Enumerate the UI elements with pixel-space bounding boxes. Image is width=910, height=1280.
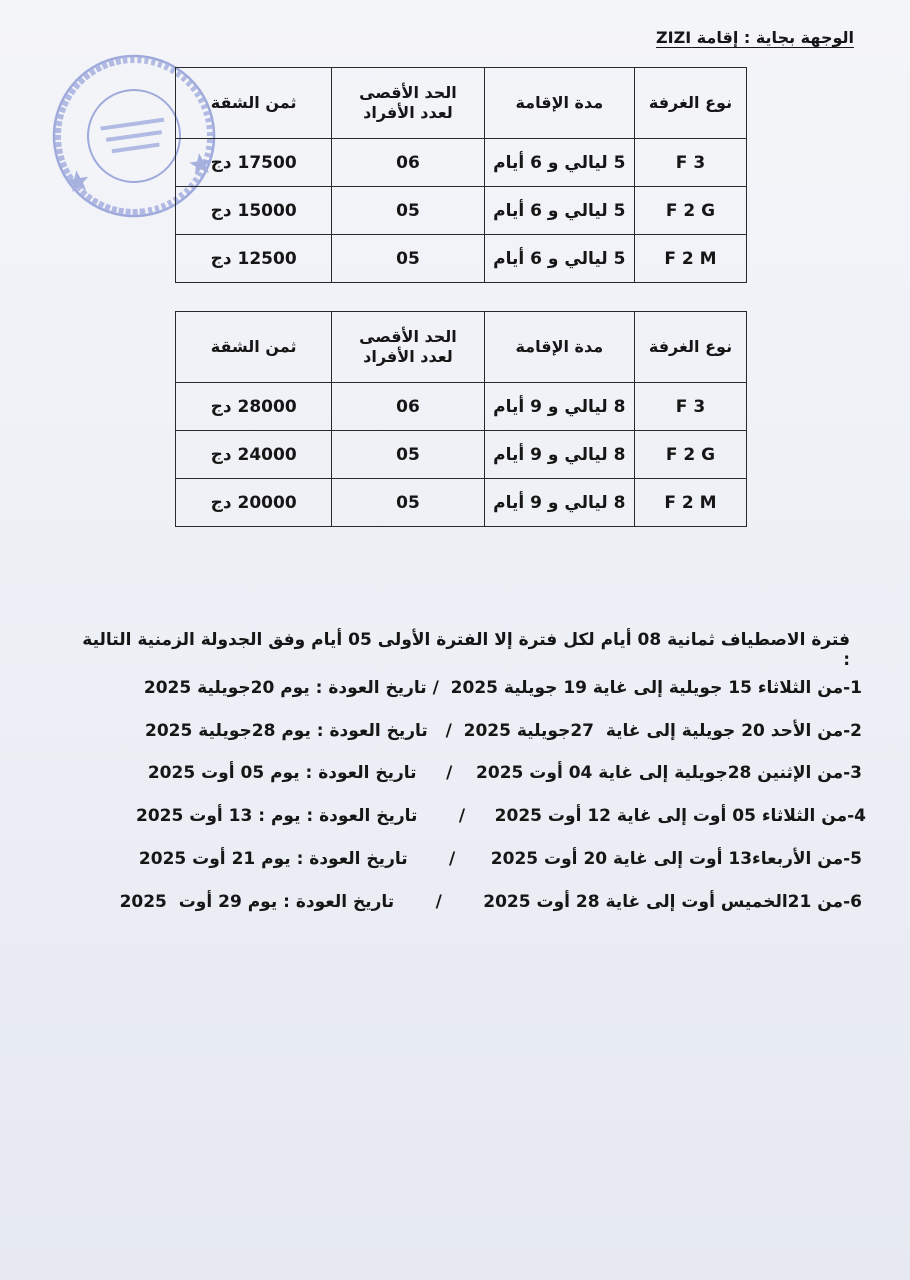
max-persons: 06 bbox=[332, 383, 484, 431]
table-row bbox=[176, 431, 747, 479]
price: 20000 دج bbox=[176, 479, 332, 527]
max-persons: 05 bbox=[332, 187, 484, 235]
duration: 5 ليالي و 6 أيام bbox=[484, 187, 634, 235]
header-price: ثمن الشقة bbox=[176, 312, 332, 383]
schedule-line-1: 1-من الثلاثاء 15 جويلية إلى غاية 19 جويلية 2025 / تاريخ العودة : يوم 20جويلية 2025 bbox=[143, 678, 862, 698]
table-header-row bbox=[176, 312, 747, 383]
rates-table-5-nights bbox=[175, 67, 747, 283]
max-persons: 05 bbox=[332, 431, 484, 479]
room-type: F 2 M bbox=[634, 479, 746, 527]
price: 15000 دج bbox=[176, 187, 332, 235]
price: 24000 دج bbox=[176, 431, 332, 479]
duration: 5 ليالي و 6 أيام bbox=[484, 235, 634, 283]
schedule-line-6: 6-من 21الخميس أوت إلى غاية 28 أوت 2025 / تاريخ العودة : يوم 29 أوت 2025 bbox=[119, 892, 862, 912]
max-persons: 06 bbox=[332, 139, 484, 187]
header-room-type: نوع الغرفة bbox=[634, 312, 746, 383]
schedule-line-4: 4-من الثلاثاء 05 أوت إلى غاية 12 أوت 2025 / تاريخ العودة : يوم : 13 أوت 2025 bbox=[136, 806, 866, 826]
schedule-line-5: 5-من الأربعاء13 أوت إلى غاية 20 أوت 2025 / تاريخ العودة : يوم 21 أوت 2025 bbox=[138, 849, 862, 869]
table-row bbox=[176, 139, 747, 187]
duration: 8 ليالي و 9 أيام bbox=[484, 479, 634, 527]
room-type: F 3 bbox=[634, 383, 746, 431]
max-persons: 05 bbox=[332, 235, 484, 283]
destination-heading: الوجهة بجاية : إقامة ZIZI bbox=[656, 28, 854, 47]
header-max-persons: الحد الأقصى لعدد الأفراد bbox=[332, 312, 484, 383]
price: 12500 دج bbox=[176, 235, 332, 283]
header-price: ثمن الشقة bbox=[176, 68, 332, 139]
table-row bbox=[176, 479, 747, 527]
table-row bbox=[176, 235, 747, 283]
table-row bbox=[176, 383, 747, 431]
header-duration: مدة الإقامة bbox=[484, 68, 634, 139]
rates-table-8-nights bbox=[175, 311, 747, 527]
table-row bbox=[176, 187, 747, 235]
header-room-type: نوع الغرفة bbox=[634, 68, 746, 139]
max-persons: 05 bbox=[332, 479, 484, 527]
header-duration: مدة الإقامة bbox=[484, 312, 634, 383]
header-max-persons: الحد الأقصى لعدد الأفراد bbox=[332, 68, 484, 139]
schedule-intro: فترة الاصطياف ثمانية 08 أيام لكل فترة إلا الفترة الأولى 05 أيام وفق الجدولة الزمنية التالية : bbox=[82, 630, 850, 670]
duration: 8 ليالي و 9 أيام bbox=[484, 431, 634, 479]
schedule-line-2: 2-من الأحد 20 جويلية إلى غاية 27جويلية 2025 / تاريخ العودة : يوم 28جويلية 2025 bbox=[145, 721, 862, 741]
price: 17500 دج bbox=[176, 139, 332, 187]
duration: 8 ليالي و 9 أيام bbox=[484, 383, 634, 431]
duration: 5 ليالي و 6 أيام bbox=[484, 139, 634, 187]
schedule-line-3: 3-من الإثنين 28جويلية إلى غاية 04 أوت 2025 / تاريخ العودة : يوم 05 أوت 2025 bbox=[147, 763, 862, 783]
room-type: F 2 M bbox=[634, 235, 746, 283]
room-type: F 2 G bbox=[634, 431, 746, 479]
table-header-row bbox=[176, 68, 747, 139]
price: 28000 دج bbox=[176, 383, 332, 431]
room-type: F 3 bbox=[634, 139, 746, 187]
room-type: F 2 G bbox=[634, 187, 746, 235]
